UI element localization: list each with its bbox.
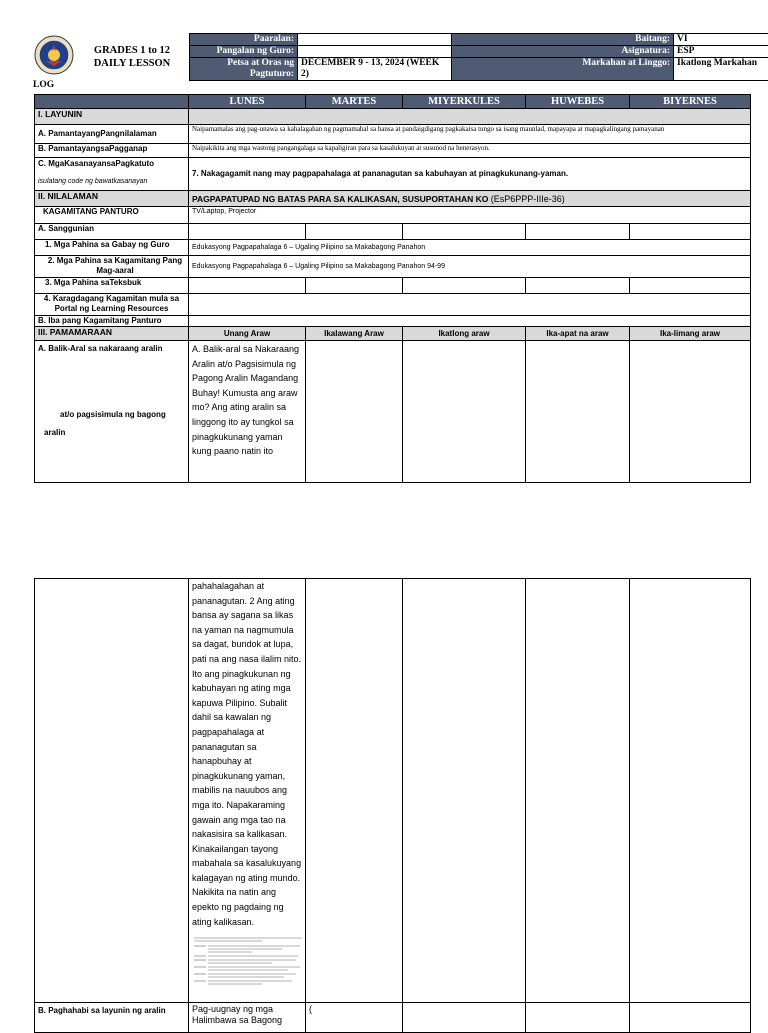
lesson-plan-table-continued <box>34 578 751 1033</box>
karagdagang-kagamitan-cell[interactable] <box>189 294 751 316</box>
sanggunian-label: A. Sanggunian <box>35 224 189 240</box>
kagamitang-panturo-label: KAGAMITANG PANTURO <box>35 207 189 224</box>
guro-field[interactable] <box>298 46 452 58</box>
balik-aral-biyernes[interactable] <box>630 341 751 483</box>
balik-aral-label2: at/o pagsisimula ng bagong <box>38 410 185 420</box>
paaralan-field[interactable] <box>298 34 452 46</box>
day-lunes: LUNES <box>189 95 306 109</box>
kasanayan-label: C. MgaKasanayansaPagkatuto <box>38 159 185 169</box>
sanggunian-lunes[interactable] <box>189 224 306 240</box>
karagdagang-kagamitan-label: 4. Karagdagang Kagamitan mula sa Portal ng Learning Resources <box>35 294 189 316</box>
kasanayan-text: 7. Nakagagamit nang may pagpapahalaga at pananagutan sa kabuhayan at pinagkukunang-yaman. <box>189 158 751 191</box>
araw-2: Ikalawang Araw <box>306 327 403 341</box>
paghahabi-miyerkules[interactable] <box>403 1003 526 1033</box>
paghahabi-mark: ( <box>306 1003 403 1033</box>
kasanayan-sub: isulatang code ng bawatkasanayan <box>38 178 185 185</box>
markahan-label: Markahan at Linggo: <box>452 58 674 81</box>
araw-5: Ika-limang araw <box>630 327 751 341</box>
teksbuk-miyerkules[interactable] <box>403 278 526 294</box>
cont-martes[interactable] <box>306 579 403 1003</box>
worksheet-thumbnail <box>192 935 304 987</box>
paghahabi-biyernes[interactable] <box>630 1003 751 1033</box>
cont-miyerkules[interactable] <box>403 579 526 1003</box>
kasanayan-cell <box>35 158 189 191</box>
balik-aral-miyerkules[interactable] <box>403 341 526 483</box>
header-info-table <box>189 33 768 81</box>
paghahabi-text: Pag-uugnay ng mga Halimbawa sa Bagong <box>189 1003 306 1033</box>
iba-kagamitan-cell[interactable] <box>189 316 751 327</box>
sanggunian-huwebes[interactable] <box>526 224 630 240</box>
paghahabi-huwebes[interactable] <box>526 1003 630 1033</box>
gabay-guro-label: 1. Mga Pahina sa Gabay ng Guro <box>35 240 189 256</box>
balik-aral-martes[interactable] <box>306 341 403 483</box>
lesson-plan-table <box>34 94 751 483</box>
teksbuk-biyernes[interactable] <box>630 278 751 294</box>
teksbuk-martes[interactable] <box>306 278 403 294</box>
markahan-field[interactable]: Ikatlong Markahan <box>674 58 768 81</box>
cont-label-cell <box>35 579 189 1003</box>
pamamaraan-heading: III. PAMAMARAAN <box>35 327 189 341</box>
guro-label: Pangalan ng Guro: <box>190 46 298 58</box>
cont-biyernes[interactable] <box>630 579 751 1003</box>
day-martes: MARTES <box>306 95 403 109</box>
layunin-heading: I. LAYUNIN <box>35 109 189 125</box>
balik-aral-label-cell <box>35 341 189 483</box>
day-miyerkules: MIYERKULES <box>403 95 526 109</box>
nilalaman-code: (EsP6PPP-IIIe-36) <box>491 194 565 204</box>
araw-3: Ikatlong araw <box>403 327 526 341</box>
balik-aral-label3: aralin <box>38 428 185 438</box>
day-biyernes: BIYERNES <box>630 95 751 109</box>
araw-4: Ika-apat na araw <box>526 327 630 341</box>
teksbuk-huwebes[interactable] <box>526 278 630 294</box>
day-huwebes: HUWEBES <box>526 95 630 109</box>
baitang-label: Baitang: <box>452 34 674 46</box>
cont-text-cell <box>189 579 306 1003</box>
sanggunian-martes[interactable] <box>306 224 403 240</box>
corner-cell <box>35 95 189 109</box>
lesson-log-title <box>82 44 182 70</box>
kagamitang-mag-aaral-label: 2. Mga Pahina sa Kagamitang Pang Mag-aaral <box>35 256 189 278</box>
cont-text: pahahalagahan at pananagutan. 2 Ang ating bansa ay sagana sa likas na yaman na nagmumula sa dagat, bundok at lupa, pati na ang nasa ilalim nito. Ito ang pinagkukunan ng kabuhayan ng ating mga kapuwa Pilipino. Subalit dahil sa kawalan ng pagpapahalaga at pananagutan sa hanapbuhay at pinagkukunang yaman, mabilis na nauubos ang mga ito. Napakaraming gawain ang mga tao na nakasisira sa kalikasan. Kinakailangan tayong mabahala sa kasalukuyang kalagayan ng ating mundo. Nakikita na natin ang epekto ng pagdaing ng ating kalikasan. <box>192 579 302 929</box>
pamantayang-pangnilalaman-label: A. PamantayangPangnilalaman <box>35 125 189 144</box>
deped-seal-icon <box>34 35 74 75</box>
teksbuk-lunes[interactable] <box>189 278 306 294</box>
araw-1: Unang Araw <box>189 327 306 341</box>
paaralan-label: Paaralan: <box>190 34 298 46</box>
teksbuk-label: 3. Mga Pahina saTeksbuk <box>35 278 189 294</box>
balik-aral-huwebes[interactable] <box>526 341 630 483</box>
asignatura-label: Asignatura: <box>452 46 674 58</box>
asignatura-field[interactable]: ESP <box>674 46 768 58</box>
cont-huwebes[interactable] <box>526 579 630 1003</box>
iba-kagamitan-label: B. Iba pang Kagamitang Panturo <box>35 316 189 327</box>
petsa-label: Petsa at Oras ng Pagtuturo: <box>190 58 298 81</box>
petsa-field[interactable]: DECEMBER 9 - 13, 2024 (WEEK 2) <box>298 58 452 81</box>
layunin-band <box>189 109 751 125</box>
title-log: LOG <box>33 80 54 90</box>
nilalaman-heading: II. NILALAMAN <box>35 191 189 207</box>
pamantayang-pagganap-label: B. PamantayangsaPagganap <box>35 144 189 158</box>
sanggunian-miyerkules[interactable] <box>403 224 526 240</box>
nilalaman-text-cell <box>189 191 751 207</box>
nilalaman-text: PAGPAPATUPAD NG BATAS PARA SA KALIKASAN, SUSUPORTAHAN KO <box>192 194 488 204</box>
sanggunian-biyernes[interactable] <box>630 224 751 240</box>
kagamitang-panturo-text: TV/Laptop, Projector <box>189 207 751 224</box>
pamantayang-pagganap-text: Naipakikita ang mga wastong pangangalaga sa kapaligiran para sa kasalukuyan at susunod na henerasyon. <box>189 144 751 158</box>
balik-aral-label: A. Balik-Aral sa nakaraang aralin <box>38 344 185 354</box>
gabay-guro-text: Edukasyong Pagpapahalaga 6 – Ugaling Pilipino sa Makabagong Panahon <box>189 240 751 256</box>
pamantayang-pangnilalaman-text: Naipamamalas ang pag-unawa sa kahalagahan ng pagmamahal sa bansa at pandaigdigang pagkakaisa tungo sa isang maunlad, mapayapa at mapagkalingang pamayanan <box>189 125 751 144</box>
kagamitang-mag-aaral-text: Edukasyong Pagpapahalaga 6 – Ugaling Pilipino sa Makabagong Panahon 94-99 <box>189 256 751 278</box>
baitang-field[interactable]: VI <box>674 34 768 46</box>
title-line2: DAILY LESSON <box>82 57 182 70</box>
title-line1: GRADES 1 to 12 <box>82 44 182 57</box>
paghahabi-label: B. Paghahabi sa layunin ng aralin <box>35 1003 189 1033</box>
balik-aral-text: A. Balik-aral sa Nakaraang Aralin at/o Pagsisimula ng Pagong Aralin Magandang Buhay! Kumusta ang araw mo? Ang ating aralin sa linggong ito ay tungkol sa pinagkukunang yaman kung paano natin ito <box>189 341 306 483</box>
